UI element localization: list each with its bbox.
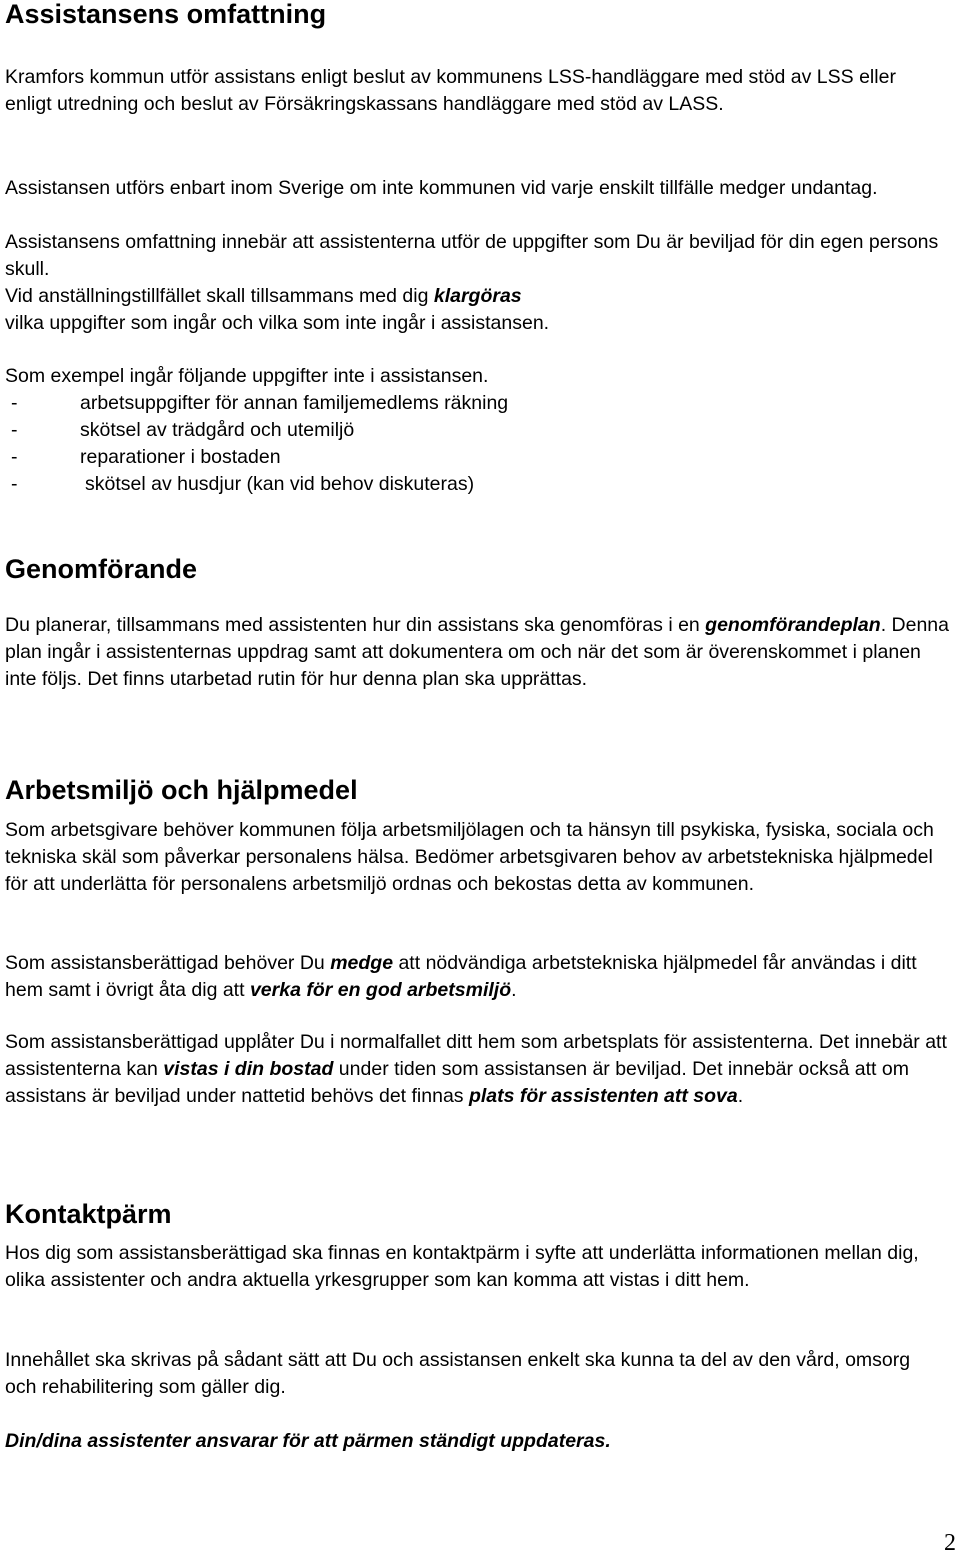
list-dash: - — [11, 446, 18, 468]
emphasis-text: genomförandeplan — [705, 614, 881, 636]
paragraph: Hos dig som assistansberättigad ska finnas en kontaktpärm i syfte att underlätta informationen mellan dig, olika assistenter och andra aktuella yrkesgrupper som kan komma att vistas i ditt hem. — [5, 1242, 919, 1291]
list-item-text: skötsel av husdjur (kan vid behov diskuteras) — [85, 473, 475, 495]
section-heading-assistansens-omfattning: Assistansens omfattning — [5, 0, 327, 29]
paragraph — [5, 1428, 945, 1455]
paragraph: Som exempel ingår följande uppgifter inte i assistansen. — [5, 365, 489, 387]
list-item — [5, 390, 945, 417]
text-run: Du planerar, tillsammans med assistenten hur din assistans ska genomföras i en — [5, 614, 706, 636]
text-run: att nödvändiga arbetstekniska hjälpmedel får användas i ditt hem samt i övrigt åta dig att — [5, 952, 917, 1001]
emphasis-text: plats för assistenten att sova — [468, 1085, 738, 1107]
text-run: . — [511, 979, 517, 1001]
list-dash: - — [11, 392, 18, 414]
emphasis-text: vistas i din bostad — [163, 1058, 334, 1080]
text-run: Som assistansberättigad behöver Du — [5, 952, 331, 974]
page-number: 2 — [944, 1530, 956, 1556]
paragraph: Assistansen utförs enbart inom Sverige om inte kommunen vid varje enskilt tillfälle medger undantag. — [5, 177, 878, 199]
list-item — [5, 444, 945, 471]
paragraph — [5, 612, 955, 693]
section-heading-kontaktparm: Kontaktpärm — [5, 1199, 172, 1229]
list-item-text: reparationer i bostaden — [80, 446, 281, 468]
paragraph: Assistansens omfattning innebär att assistenterna utför de uppgifter som Du är beviljad för din egen persons skull. — [5, 231, 939, 280]
list-item-text: arbetsuppgifter för annan familjemedlems räkning — [80, 392, 509, 414]
list-item — [5, 417, 945, 444]
paragraph: Som arbetsgivare behöver kommunen följa arbetsmiljölagen och ta hänsyn till psykiska, fysiska, sociala och tekniska skäl som påverkar personalens hälsa. Bedömer arbetsgivaren behov av arbetstekniska hjälpmedel för att underlätta för personalens arbetsmiljö ordnas och bekostas detta av kommunen. — [5, 819, 934, 895]
text-run: Vid anställningstillfället skall tillsammans med dig — [5, 285, 434, 307]
list-item-text: skötsel av trädgård och utemiljö — [80, 419, 355, 441]
text-run: Som assistansberättigad upplåter Du i normalfallet ditt hem som arbetsplats för assistenterna. Det innebär att assistenterna kan — [5, 1031, 947, 1080]
text-run: . — [737, 1085, 744, 1107]
paragraph — [5, 950, 945, 1004]
emphasis-text: klargöras — [433, 285, 522, 307]
text-run: . Denna plan ingår i assistenternas uppdrag samt att dokumentera om och när det som är överenskommet i planen inte följs. Det finns utarbetad rutin för hur denna plan ska upprättas. — [5, 614, 949, 690]
emphasis-text: medge — [330, 952, 394, 974]
list-dash: - — [11, 473, 18, 495]
paragraph: Innehållet ska skrivas på sådant sätt att Du och assistansen enkelt ska kunna ta del av den vård, omsorg och rehabilitering som gäller dig. — [5, 1349, 911, 1398]
text-run: vilka uppgifter som ingår och vilka som inte ingår i assistansen. — [5, 312, 550, 334]
emphasis-text: verka för en god arbetsmiljö — [249, 979, 512, 1001]
emphasis-text: Din/dina assistenter ansvarar för att pärmen ständigt uppdateras. — [5, 1430, 611, 1452]
list-item — [5, 471, 945, 498]
paragraph — [5, 283, 945, 337]
section-heading-genomforande: Genomförande — [5, 554, 198, 584]
text-run: under tiden som assistansen är beviljad. Det innebär också att om assistans är beviljad under nattetid behövs det finnas — [5, 1058, 909, 1107]
excluded-tasks-list — [5, 390, 945, 498]
section-heading-arbetsmiljo: Arbetsmiljö och hjälpmedel — [5, 775, 358, 805]
paragraph — [5, 1029, 955, 1110]
paragraph: Kramfors kommun utför assistans enligt beslut av kommunens LSS-handläggare med stöd av LSS eller enligt utredning och beslut av Försäkringskassans handläggare med stöd av LASS. — [5, 66, 896, 115]
list-dash: - — [11, 419, 18, 441]
